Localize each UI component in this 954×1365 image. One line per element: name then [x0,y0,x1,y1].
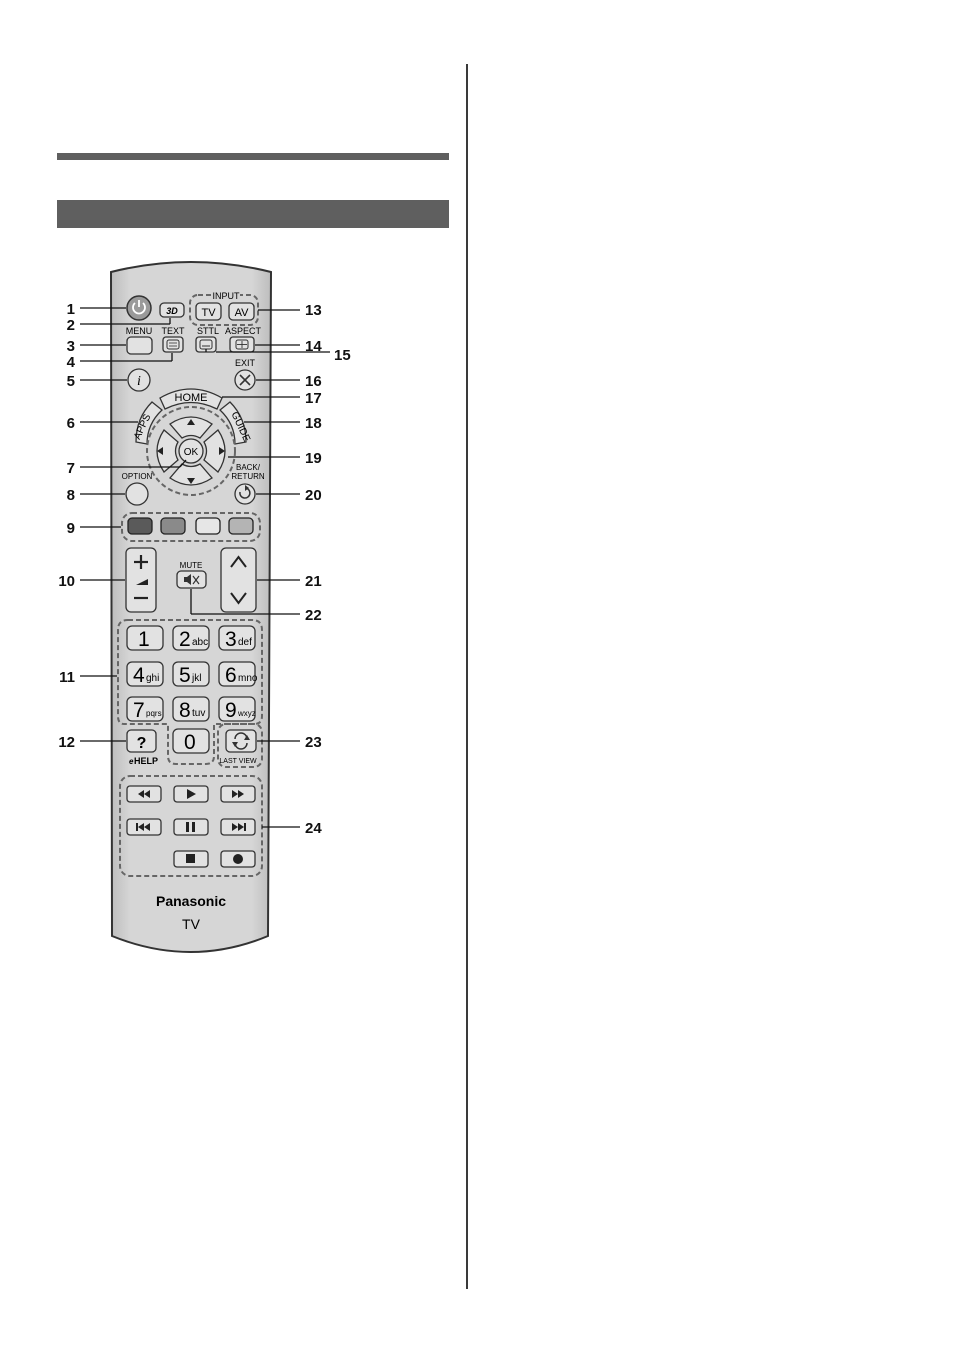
help-prefix-label: e [129,757,134,766]
exit-label: EXIT [234,358,256,368]
number-key-6[interactable] [219,662,258,687]
teletext-button[interactable] [163,337,183,352]
callout-15: 15 [334,347,351,364]
aspect-label: ASPECT [224,326,262,336]
number-key-5[interactable] [173,662,209,687]
number-key-1[interactable] [127,626,163,651]
callout-10: 10 [58,573,75,590]
aspect-button[interactable] [230,337,254,352]
number-key-2[interactable] [173,626,209,651]
back-label: BACK/ [235,463,261,472]
number-key-letters: def [238,637,252,648]
callout-13: 13 [305,302,322,319]
callout-19: 19 [305,450,322,467]
callout-14: 14 [305,338,322,355]
guide-label: GUIDE [228,410,252,444]
sttl-label: STTL [196,326,220,336]
number-key-letters: ghi [146,673,160,684]
callout-24: 24 [305,820,322,837]
ok-button[interactable] [179,439,203,463]
tv-input-button[interactable] [196,303,221,320]
callout-22: 22 [305,607,322,624]
exit-button[interactable] [235,370,255,390]
last-view-button[interactable] [226,730,256,752]
number-key-3[interactable] [219,626,255,651]
number-key-4[interactable] [127,662,163,687]
back-return-button[interactable] [235,484,255,504]
brand-logo: Panasonic [155,893,227,909]
av-input-label: AV [234,307,249,319]
channel-rocker[interactable] [221,548,256,612]
info-icon: i [137,374,141,389]
rewind-button[interactable] [127,786,161,802]
3d-button[interactable] [160,303,184,317]
last-view-label: LAST VIEW [219,758,257,765]
play-button[interactable] [174,786,208,802]
number-key-letters: wxyz [238,709,256,718]
red-key[interactable] [128,518,152,534]
number-key-7[interactable] [127,697,163,722]
skip-back-button[interactable] [127,819,161,835]
help-button[interactable] [127,730,156,752]
callout-1: 1 [66,301,75,318]
callout-6: 6 [66,415,75,432]
help-symbol: ? [136,735,147,752]
mute-button[interactable] [177,571,206,588]
callout-11: 11 [59,669,75,686]
tv-input-label: TV [201,307,216,319]
power-button[interactable] [127,296,151,320]
callout-20: 20 [305,487,322,504]
record-icon [233,854,243,864]
callout-3: 3 [66,338,75,355]
help-label: HELP [134,756,159,766]
callout-5: 5 [66,373,75,390]
callout-12: 12 [58,734,75,751]
info-button[interactable] [128,369,150,391]
yellow-key[interactable] [196,518,220,534]
number-key-digit: 2 [179,628,191,651]
3d-label: 3D [166,306,178,316]
number-key-9[interactable] [219,697,256,722]
number-key-8[interactable] [173,697,209,722]
number-key-letters: mno [238,673,258,684]
callout-9: 9 [66,520,75,537]
ok-label: OK [183,447,199,458]
stop-button[interactable] [174,851,208,867]
callout-7: 7 [66,460,75,477]
volume-rocker[interactable] [126,548,156,612]
number-key-letters: pqrs [146,709,162,718]
stop-icon [186,854,195,863]
number-key-digit: 1 [138,628,150,651]
number-key-letters: abc [192,637,209,648]
return-label: RETURN [231,472,265,481]
number-key-digit: 3 [225,628,237,651]
home-label: HOME [174,392,208,404]
number-key-letters: jkl [192,673,202,684]
apps-label: APPS [132,412,154,442]
number-key-letters: tuv [192,708,206,719]
fast-forward-button[interactable] [221,786,255,802]
callout-2: 2 [66,317,75,334]
mute-label: MUTE [179,561,203,570]
pause-button[interactable] [174,819,208,835]
av-input-button[interactable] [229,303,254,320]
option-label: OPTION [121,472,153,481]
blue-key[interactable] [229,518,253,534]
number-key-0[interactable] [173,729,209,754]
text-label: TEXT [161,326,185,336]
number-key-digit: 9 [225,699,237,722]
skip-forward-button[interactable] [221,819,255,835]
number-key-digit: 8 [179,699,191,722]
callout-23: 23 [305,734,322,751]
model-label: TV [182,916,200,932]
callout-4: 4 [66,354,75,371]
option-button[interactable] [126,483,148,505]
number-key-digit: 6 [225,664,237,687]
callout-8: 8 [66,487,75,504]
callout-17: 17 [305,390,322,407]
input-label: INPUT [212,291,240,301]
number-key-digit: 7 [133,699,145,722]
record-button[interactable] [221,851,255,867]
menu-button[interactable] [127,337,152,354]
number-key-digit: 4 [133,664,145,687]
callout-16: 16 [305,373,322,390]
number-key-digit: 5 [179,664,191,687]
menu-label: MENU [125,326,153,336]
green-key[interactable] [161,518,185,534]
callout-21: 21 [305,573,322,590]
number-key-digit: 0 [184,731,196,754]
callout-18: 18 [305,415,322,432]
